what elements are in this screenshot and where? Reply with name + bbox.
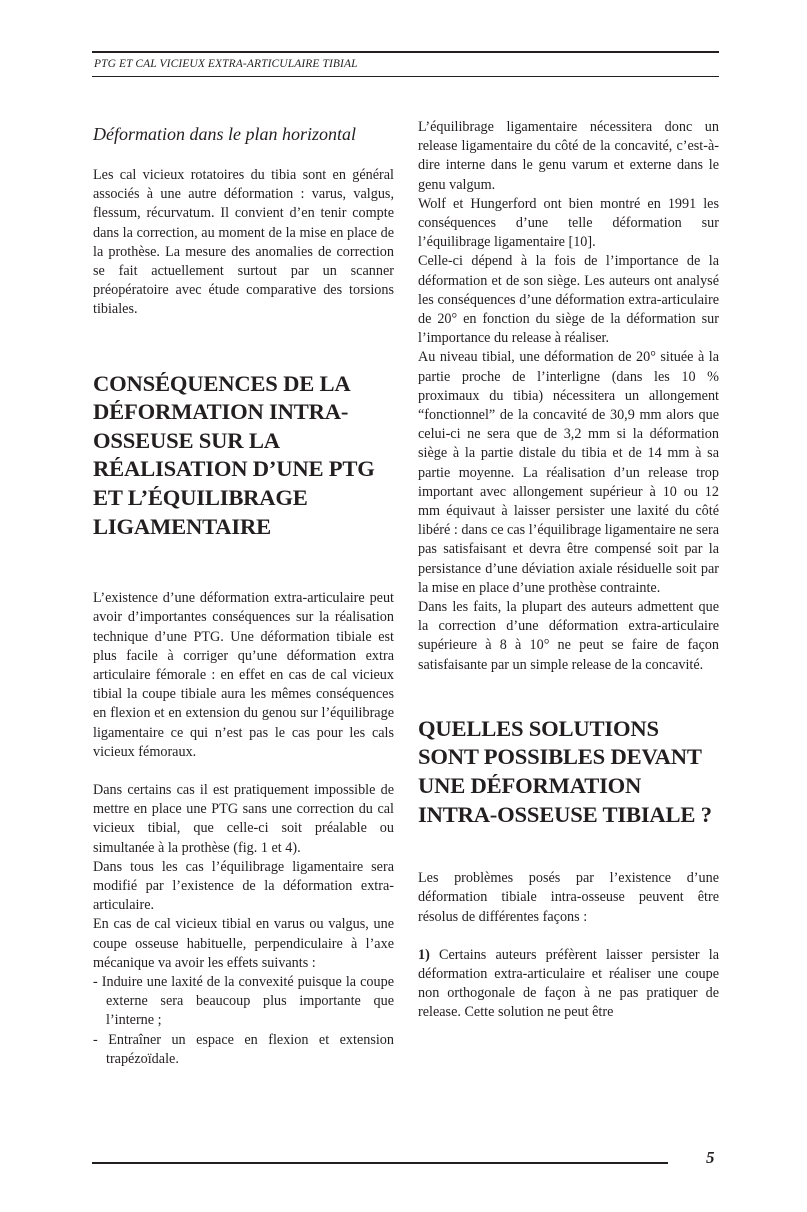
paragraph: Dans les faits, la plupart des auteurs admettent que la correction d’une déformation extra-articulaire supérieure à 8 à 10° ne peut se faire de façon satisfaisante par un simple release de la concavité.: [418, 599, 719, 673]
item-number: 1): [418, 946, 430, 963]
paragraph-text: Certains auteurs préfèrent laisser persister la déformation extra-articulaire et réaliser une coupe non orthogonale de façon à ne pas pratiquer de release. Cette solution ne peut être: [418, 946, 719, 1021]
running-header: PTG ET CAL VICIEUX EXTRA-ARTICULAIRE TIBIAL: [94, 58, 358, 70]
paragraph: L’existence d’une déformation extra-articulaire peut avoir d’importantes conséquences sur la réalisation technique d’une PTG. Une déformation tibiale est plus facile à corriger qu’une déformation extra articulaire fémorale : en effet en cas de cal vicieux tibial la coupe tibiale aura les mêmes conséquences en flexion et en extension du genou sur l’équilibrage ligamentaire ce qui n’est pas le cas pour les cals vicieux fémoraux.: [93, 590, 394, 760]
subheading-horizontal-plane: Déformation dans le plan horizontal: [93, 124, 357, 144]
header-rule-top: [92, 51, 719, 53]
effects-list: [93, 973, 394, 1069]
paragraph: Celle-ci dépend à la fois de l’importance de la déformation et de son siège. Les auteurs ont analysé les conséquences d’une déformation extra-articulaire de 20° en fonction du siège de la déformation sur l’importance du release à réaliser.: [418, 253, 719, 347]
paragraph: En cas de cal vicieux tibial en varus ou valgus, une coupe osseuse habituelle, perpendiculaire à l’axe mécanique va avoir les effets suivants :: [93, 916, 394, 971]
right-column: [418, 118, 719, 1023]
page-number: 5: [706, 1148, 715, 1167]
footer-rule: [92, 1162, 668, 1164]
paragraph: Les cal vicieux rotatoires du tibia sont en général associés à une autre déformation : varus, valgus, flessum, récurvatum. Il convient d’en tenir compte dans la correction, au moment de la mise en place de la prothèse. La mesure des anomalies de correction se fait actuellement surtout par un scanner préopératoire avec étude comparative des torsions tibiales.: [93, 167, 394, 318]
section-heading-solutions: QUELLES SOLUTIONS SONT POSSIBLES DEVANT UNE DÉFORMATION INTRA-OSSEUSE TIBIALE ?: [418, 715, 712, 827]
paragraph-numbered: [418, 946, 719, 1023]
paragraph: L’équilibrage ligamentaire nécessitera donc un release ligamentaire du côté de la concavité, c’est-à-dire interne dans le genu varum et externe dans le genu valgum.: [418, 119, 719, 193]
left-column: [93, 118, 394, 1069]
paragraph: Dans tous les cas l’équilibrage ligamentaire sera modifié par l’existence de la déformation extra-articulaire.: [93, 858, 394, 914]
list-item: - Induire une laxité de la convexité puisque la coupe externe sera beaucoup plus importante que l’interne ;: [93, 974, 394, 1029]
section-heading-consequences: CONSÉQUENCES DE LA DÉFORMATION INTRA-OSSEUSE SUR LA RÉALISATION D’UNE PTG ET L’ÉQUILIBRAGE LIGAMENTAIRE: [93, 370, 375, 539]
header-rule-bottom: [92, 76, 719, 77]
paragraph: Wolf et Hungerford ont bien montré en 1991 les conséquences d’une telle déformation sur l’équilibrage ligamentaire [10].: [418, 195, 719, 251]
paragraph: Dans certains cas il est pratiquement impossible de mettre en place une PTG sans une correction du cal vicieux tibial, que celle-ci soit préalable ou simultanée à la prothèse (fig. 1 et 4).: [93, 782, 394, 856]
paragraph: Au niveau tibial, une déformation de 20° située à la partie proche de l’interligne (dans les 10 % proximaux du tibia) nécessitera un allongement “fonctionnel” de la concavité de 30,9 mm alors que celui-ci ne sera que de 3,2 mm si la déformation siège à la partie distale du tibia et de 14 mm à sa partie moyenne. La réalisation d’un release trop important avec allongement supérieur à 10 ou 12 mm équivaut à laisser persister une laxité du côté libéré : dans ce cas l’équilibrage ligamentaire ne sera pas satisfaisant et devra être compensé soit par la persistance d’une déviation axiale résiduelle soit par la mise en place d’une prothèse contrainte.: [418, 349, 719, 596]
list-item: - Entraîner un espace en flexion et extension trapézoïdale.: [93, 1031, 394, 1067]
paragraph: Les problèmes posés par l’existence d’une déformation tibiale intra-osseuse peuvent être résolus de différentes façons :: [418, 870, 719, 925]
